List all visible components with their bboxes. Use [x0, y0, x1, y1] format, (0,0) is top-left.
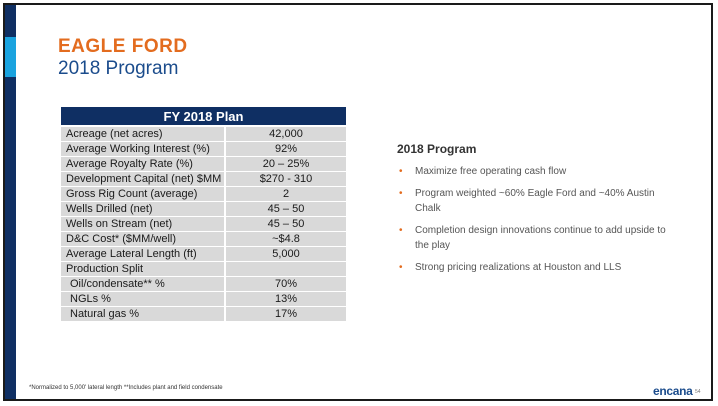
split-label: Natural gas %	[61, 307, 225, 322]
bullet-text: Completion design innovations continue to add upside to the play	[415, 225, 666, 251]
row-label: Wells Drilled (net)	[61, 202, 225, 217]
slide	[3, 3, 713, 401]
row-value: 42,000	[225, 126, 346, 142]
row-value: ~$4.8	[225, 232, 346, 247]
row-value: 92%	[225, 142, 346, 157]
table-row	[61, 142, 346, 157]
table-row	[61, 277, 346, 292]
row-label: Wells on Stream (net)	[61, 217, 225, 232]
list-item	[397, 260, 667, 275]
plan-table	[61, 107, 346, 322]
table-row	[61, 307, 346, 322]
table-row	[61, 292, 346, 307]
list-item	[397, 223, 667, 253]
list-item	[397, 164, 667, 179]
table-row	[61, 217, 346, 232]
row-label: Development Capital (net) $MM	[61, 172, 225, 187]
list-item	[397, 186, 667, 216]
row-value: 2	[225, 187, 346, 202]
table-row	[61, 172, 346, 187]
row-label: Average Lateral Length (ft)	[61, 247, 225, 262]
production-split-label: Production Split	[61, 262, 225, 277]
row-value: $270 - 310	[225, 172, 346, 187]
plan-table-heading: FY 2018 Plan	[61, 107, 346, 126]
row-label: Gross Rig Count (average)	[61, 187, 225, 202]
row-label: Average Working Interest (%)	[61, 142, 225, 157]
bullet-text: Program weighted ~60% Eagle Ford and ~40% Austin Chalk	[415, 188, 655, 214]
bullet-text: Maximize free operating cash flow	[415, 166, 567, 177]
table-row	[61, 232, 346, 247]
table-row-production-split	[61, 262, 346, 277]
row-label: Acreage (net acres)	[61, 126, 225, 142]
row-value: 5,000	[225, 247, 346, 262]
slide-title: EAGLE FORD	[58, 36, 188, 57]
side-accent-bar	[5, 37, 16, 77]
row-value: 20 – 25%	[225, 157, 346, 172]
row-label: D&C Cost* ($MM/well)	[61, 232, 225, 247]
row-label: Average Royalty Rate (%)	[61, 157, 225, 172]
bullet-text: Strong pricing realizations at Houston and LLS	[415, 262, 622, 273]
split-value: 17%	[225, 307, 346, 322]
split-value: 13%	[225, 292, 346, 307]
bullet-icon: •	[399, 225, 403, 236]
split-label: Oil/condensate** %	[61, 277, 225, 292]
table-row	[61, 202, 346, 217]
table-row	[61, 187, 346, 202]
encana-logo: encana	[653, 384, 693, 398]
bullet-icon: •	[399, 188, 403, 199]
row-value-empty	[225, 262, 346, 277]
table-row	[61, 157, 346, 172]
program-title: 2018 Program	[397, 142, 477, 156]
split-value: 70%	[225, 277, 346, 292]
slide-subtitle: 2018 Program	[58, 58, 179, 79]
row-value: 45 – 50	[225, 202, 346, 217]
split-label: NGLs %	[61, 292, 225, 307]
bullet-icon: •	[399, 166, 403, 177]
table-row	[61, 126, 346, 142]
program-bullets	[397, 164, 667, 282]
footnote: *Normalized to 5,000' lateral length **Includes plant and field condensate	[29, 385, 223, 391]
page-number: 54	[695, 389, 701, 395]
bullet-icon: •	[399, 262, 403, 273]
table-row	[61, 247, 346, 262]
row-value: 45 – 50	[225, 217, 346, 232]
